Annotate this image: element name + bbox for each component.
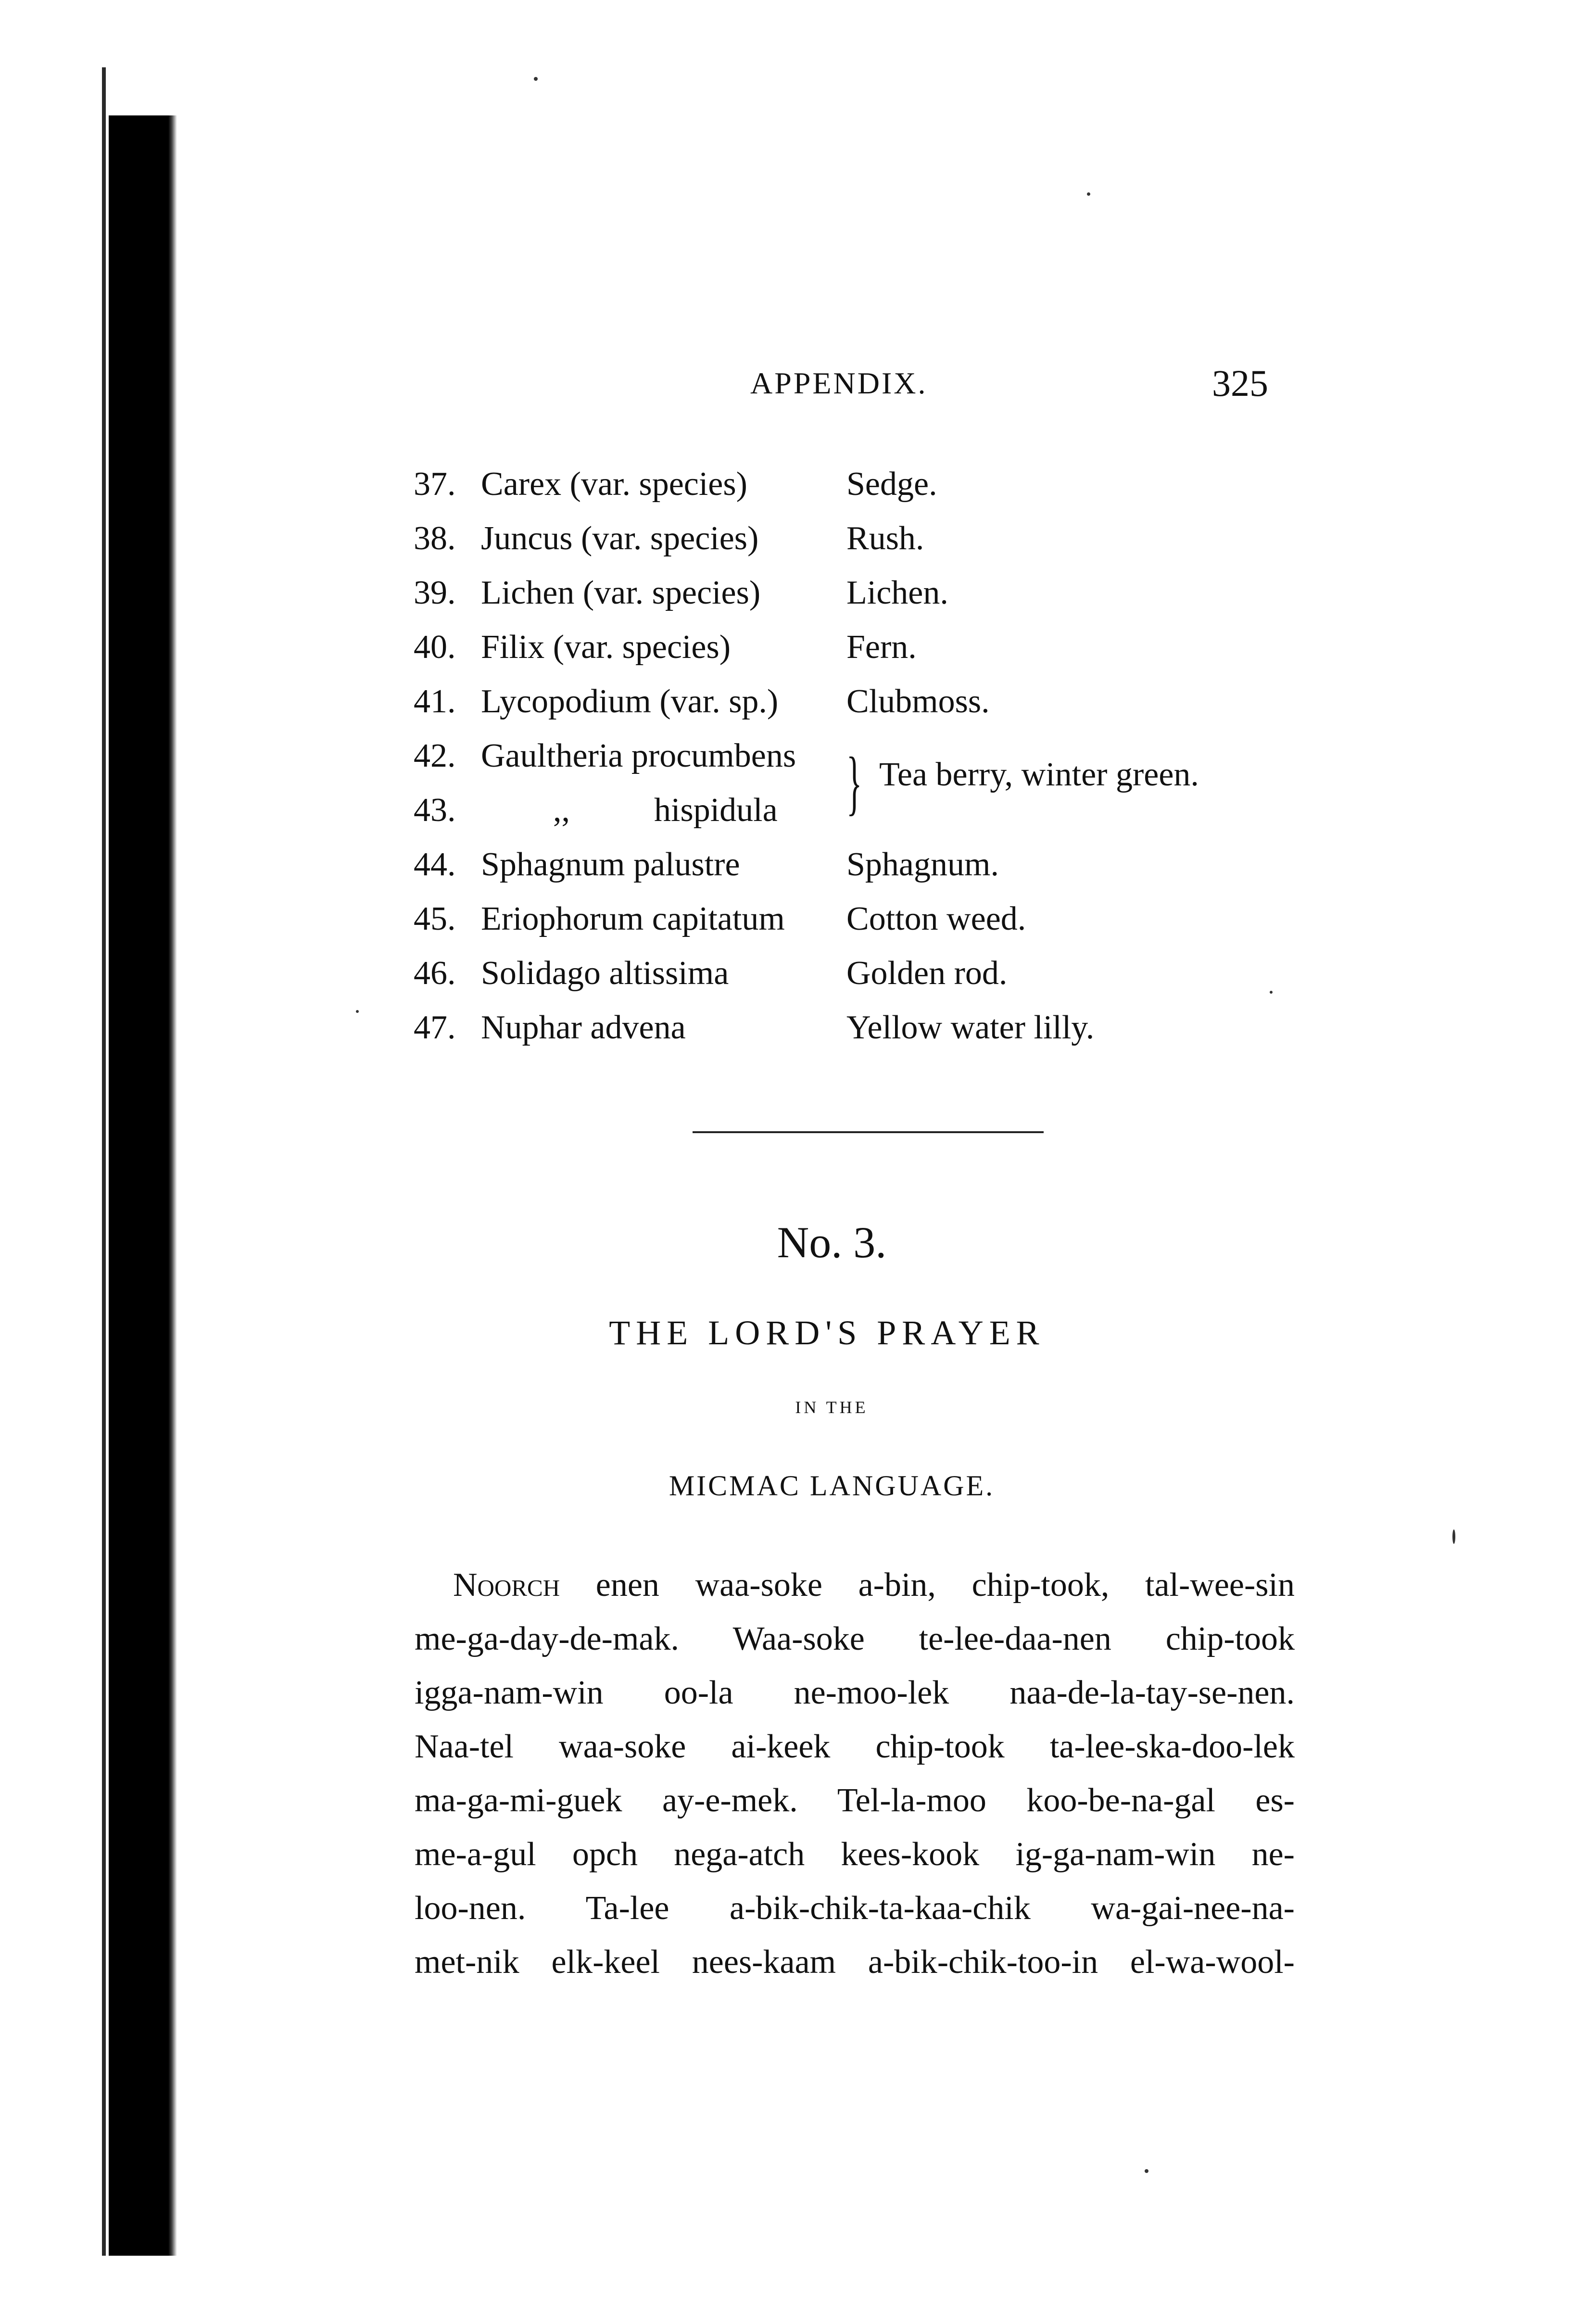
running-header: APPENDIX. [750, 366, 928, 400]
section-divider [693, 1131, 1044, 1133]
prayer-line: loo-nen. Ta-lee a-bik-chik-ta-kaa-chik wa-gai-nee-na- [415, 1890, 1295, 1927]
prayer-line-text: enen waa-soke a-bin, chip-took, tal-wee-sin [560, 1566, 1295, 1604]
section-number: No. 3. [777, 1218, 887, 1267]
plant-number: 42. [414, 737, 456, 774]
binding-shadow [109, 115, 170, 2256]
prayer-line: met-nik elk-keel nees-kaam a-bik-chik-too-in el-wa-wool- [415, 1944, 1295, 1981]
plant-common-name: Golden rod. [846, 955, 1008, 992]
plant-common-name: Rush. [846, 520, 924, 557]
prayer-line: me-ga-day-de-mak. Waa-soke te-lee-daa-nen chip-took [415, 1620, 1295, 1657]
plant-number: 45. [414, 900, 456, 937]
prayer-line: igga-nam-win oo-la ne-moo-lek naa-de-la-tay-se-nen. [415, 1674, 1295, 1711]
plant-row [414, 946, 1327, 1000]
plant-common-name: Clubmoss. [846, 683, 990, 720]
plant-row [414, 511, 1327, 566]
scan-speck [1452, 1529, 1455, 1544]
page-number: 325 [1212, 362, 1268, 404]
section-subtitle: MICMAC LANGUAGE. [669, 1470, 995, 1502]
plant-common-name: Cotton weed. [846, 900, 1026, 937]
plant-latin-name: Filix (var. species) [481, 629, 731, 666]
plant-number: 37. [414, 466, 456, 503]
plant-latin-name: Lycopodium (var. sp.) [481, 683, 779, 720]
plant-common-name: Tea berry, winter green. [879, 756, 1199, 793]
plant-latin-name: Gaultheria procumbens [481, 737, 796, 774]
plant-latin-name: Solidago altissima [481, 955, 729, 992]
scan-speck [1270, 991, 1273, 994]
prayer-line: ma-ga-mi-guek ay-e-mek. Tel-la-moo koo-be-na-gal es- [415, 1782, 1295, 1819]
plant-row [414, 620, 1327, 674]
plant-number: 47. [414, 1009, 456, 1046]
binding-edge [102, 67, 106, 2256]
plant-number: 41. [414, 683, 456, 720]
prayer-opening-word: Noorch [453, 1566, 560, 1604]
plant-row [414, 457, 1327, 511]
section-title: THE LORD'S PRAYER [609, 1314, 1045, 1352]
scan-speck [534, 77, 538, 81]
prayer-text [415, 1558, 1295, 1989]
plant-list [414, 457, 1327, 1055]
plant-number: 39. [414, 574, 456, 611]
plant-number: 46. [414, 955, 456, 992]
curly-brace: } [846, 743, 862, 822]
section-subtitle-connector: IN THE [795, 1398, 869, 1417]
plant-common-name: Sphagnum. [846, 846, 999, 883]
plant-row [414, 566, 1327, 620]
plant-latin-name: Lichen (var. species) [481, 574, 761, 611]
plant-number: 44. [414, 846, 456, 883]
prayer-line [415, 1558, 1295, 1612]
gaultheria-group [414, 729, 1327, 837]
plant-latin-name: Carex (var. species) [481, 466, 747, 503]
plant-number: 40. [414, 629, 456, 666]
plant-latin-name: Nuphar advena [481, 1009, 686, 1046]
plant-latin-name: Eriophorum capitatum [481, 900, 785, 937]
plant-row [414, 837, 1327, 892]
plant-common-name: Fern. [846, 629, 917, 666]
ditto-mark: ,, [553, 792, 570, 829]
scan-speck [1087, 192, 1090, 196]
plant-row [414, 892, 1327, 946]
plant-latin-name: Juncus (var. species) [481, 520, 759, 557]
scan-speck [356, 1010, 359, 1013]
plant-row [414, 674, 1327, 729]
plant-common-name: Lichen. [846, 574, 948, 611]
scan-speck [1145, 2169, 1148, 2173]
plant-number: 38. [414, 520, 456, 557]
plant-common-name: Yellow water lilly. [846, 1009, 1095, 1046]
prayer-line: me-a-gul opch nega-atch kees-kook ig-ga-nam-win ne- [415, 1836, 1295, 1873]
plant-latin-name: hispidula [654, 792, 778, 829]
plant-row [414, 1000, 1327, 1055]
prayer-line: Naa-tel waa-soke ai-keek chip-took ta-lee-ska-doo-lek [415, 1728, 1295, 1765]
binding-shadow-gradient [168, 115, 177, 2256]
plant-number: 43. [414, 792, 456, 829]
plant-latin-name: Sphagnum palustre [481, 846, 740, 883]
plant-common-name: Sedge. [846, 466, 937, 503]
